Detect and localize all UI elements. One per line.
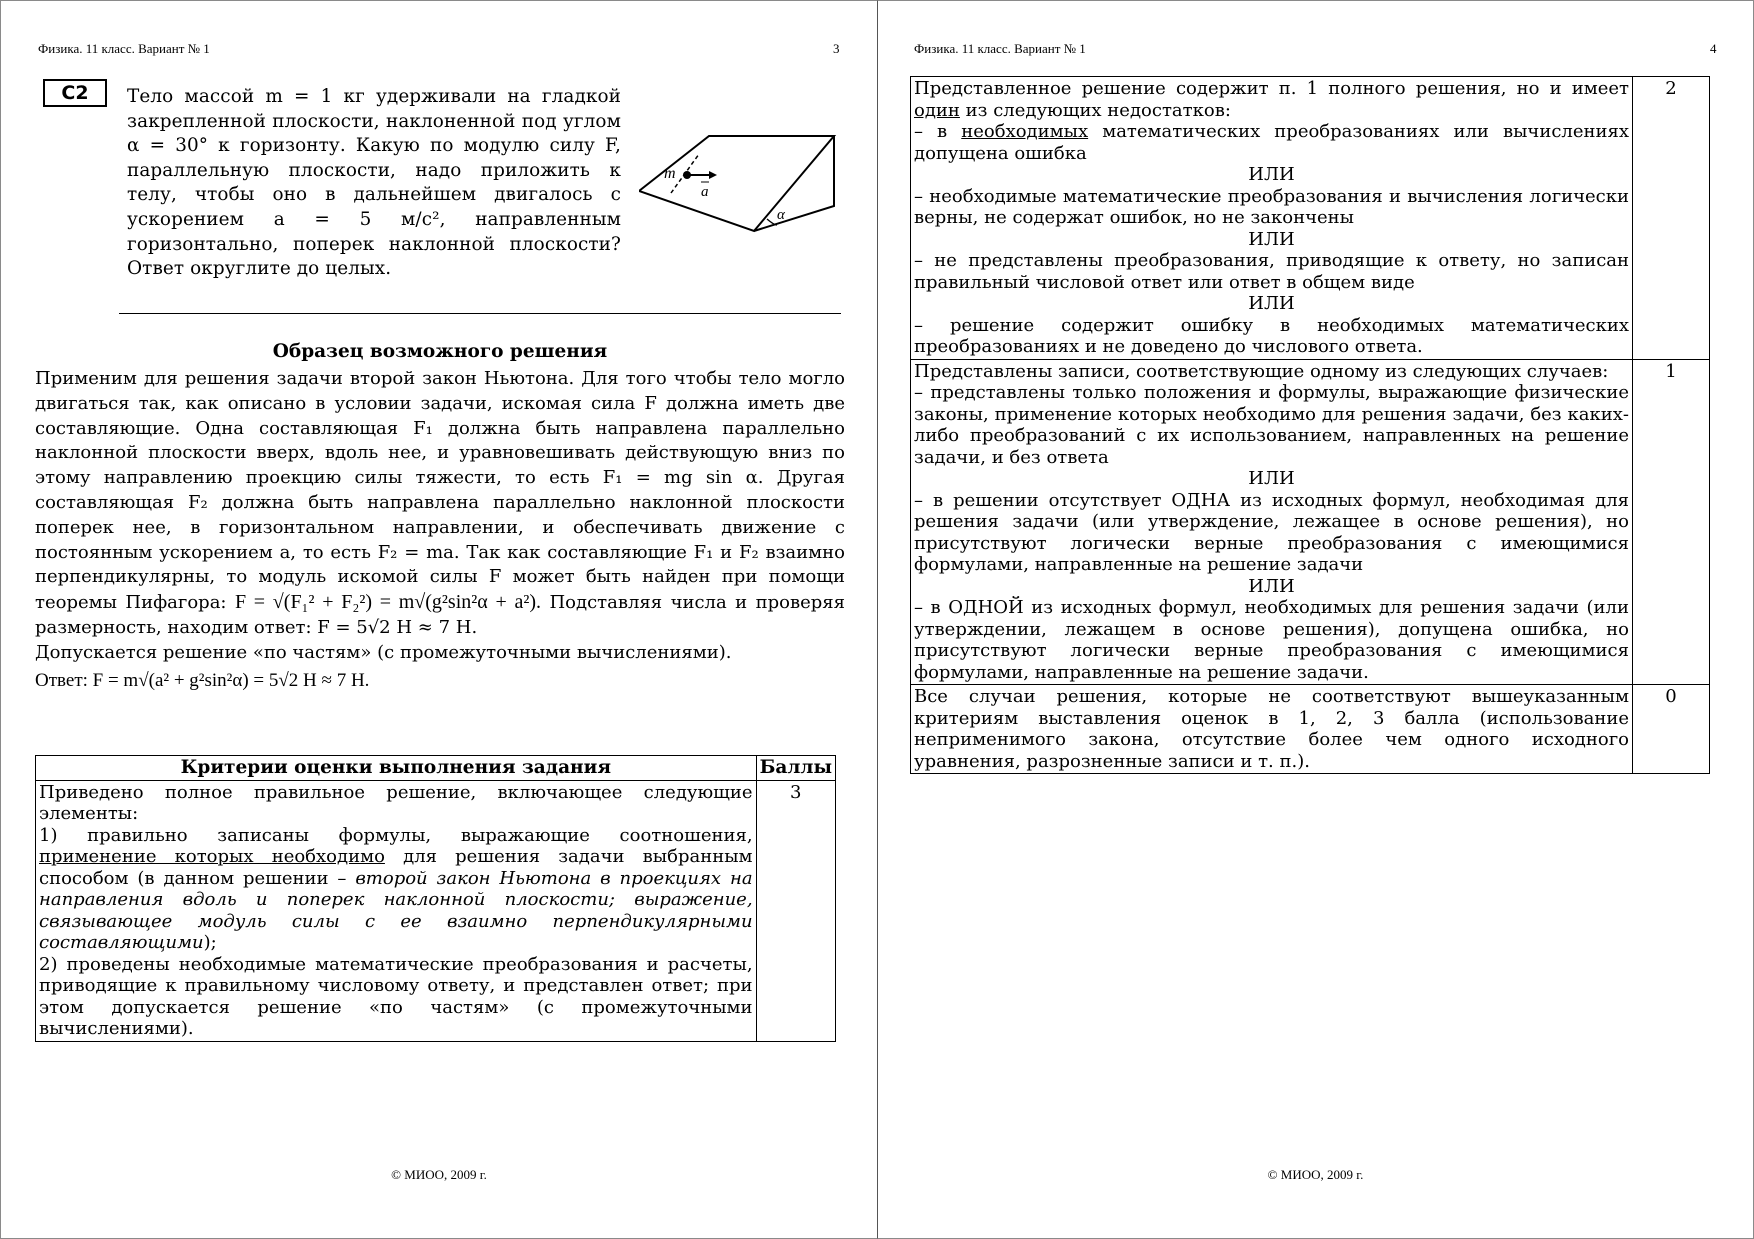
table-row	[911, 685, 1710, 774]
angle-arc	[767, 219, 777, 225]
page-number: 4	[1710, 41, 1717, 56]
page-number: 3	[833, 41, 840, 56]
or-separator: ИЛИ	[1248, 228, 1295, 250]
mass-label: m	[664, 165, 676, 182]
plane-surface	[639, 136, 834, 231]
arrow-head-icon	[709, 171, 717, 179]
table-row	[911, 359, 1710, 685]
separator-line	[119, 313, 841, 314]
or-separator: ИЛИ	[1248, 293, 1295, 314]
solution-paragraph: Применим для решения задачи второй закон Ньютона. Для того чтобы тело могло двигаться так, как описано в условии задачи, искомая сила F должна иметь две составляющие. Одна составляющая F₁ должна быть направлена параллельно наклонной плоскости вверх, вдоль нее, и уравновешивать действующую вниз по этому направлению проекцию силы тяжести, то есть F₁ = mg sin α. Другая составляющая F₂ должна быть направлена параллельно наклонной плоскости поперек нее, в горизонтальном направлении, и обеспечивать движение с постоянным ускорением a, то есть F₂ = ma. Так как составляющие F₁ и F₂ взаимно перпендикулярны, то модуль искомой силы F может быть найден при помощи теоремы Пифагора: F = √(F₁² + F₂²) = m√(g²sin²α + a²). Подставляя числа и проверяя размерность, находим ответ: F = 5√2 Н ≈ 7 Н.	[35, 368, 845, 638]
accel-label: a	[701, 184, 709, 200]
problem-text: Тело массой m = 1 кг удерживали на гладкой закрепленной плоскости, наклоненной под углом α = 30° к горизонту. Какую по модулю силу F, параллельную плоскости, надо приложить к телу, чтобы оно в дальнейшем двигалось с ускорением a = 5 м/с², направленным горизонтально, поперек наклонной плоскости? Ответ округлите до целых.	[127, 86, 621, 280]
score-cell: 3	[756, 780, 835, 1041]
page-header: Физика. 11 класс. Вариант № 1	[914, 41, 1086, 56]
criteria-cell: Приведено полное правильное решение, включающее следующие элементы: 1) правильно записаны формулы, выражающие соотношения, применение которых необходимо для решения задачи выбранным способом (в данном решении – второй закон Ньютона в проекциях на направления вдоль и поперек наклонной плоскости; выражение, связывающее модуль силы с ее взаимно перпендикулярными составляющими); 2) проведены необходимые математические преобразования и расчеты, приводящие к правильному числовому ответу, и представлен ответ; при этом допускается решение «по частям» (с промежуточными вычислениями).	[36, 780, 757, 1041]
criteria-header: Критерии оценки выполнения задания	[36, 756, 757, 781]
solution-text	[35, 367, 845, 693]
criteria-cell: Представленное решение содержит п. 1 полного решения, но и имеет один из следующих недостатков: – в необходимых математических преобразованиях или вычислениях допущена ошибка ИЛИ – необходимые математические преобразования и вычисления логически верны, не содержат ошибок, но не закончены ИЛИ – не представлены преобразования, приводящие к ответу, но записан правильный числовой ответ или ответ в общем виде ИЛИ – решение содержит ошибку в необходимых математических преобразованиях и не доведено до числового ответа.	[911, 77, 1633, 360]
or-separator: ИЛИ	[1248, 164, 1295, 185]
answer-found: находим ответ: F = 5√2 Н ≈ 7 Н.	[167, 616, 478, 638]
score-cell: 1	[1633, 359, 1710, 685]
task-label: С2	[43, 79, 107, 107]
points-header: Баллы	[756, 756, 835, 781]
criteria-table-continued	[910, 76, 1710, 774]
criteria-cell: Представлены записи, соответствующие одному из следующих случаев: – представлены только положения и формулы, выражающие физические законы, применение которых необходимо для решения задачи, без каких-либо преобразований с их использованием, направленных на решение задачи, и без ответа ИЛИ – в решении отсутствует ОДНА из исходных формул, необходимая для решения задачи (или утверждение, лежащее в основе решения), но присутствуют логически верные преобразования с имеющимися формулами, направленные на решение задачи ИЛИ – в ОДНОЙ из исходных формул, необходимых для решения задачи (или утверждении, лежащем в основе решения), допущена ошибка, но присутствуют логически верные преобразования с имеющимися формулами, направленные на решение задачи.	[911, 359, 1633, 685]
parts-allowed: Допускается решение «по частям» (с промежуточными вычислениями).	[35, 641, 732, 663]
page-header: Физика. 11 класс. Вариант № 1	[38, 41, 210, 56]
or-separator: ИЛИ	[1248, 575, 1295, 597]
pythagoras-formula: F = √(F₁² + F₂²) = m√(g²sin²α + a²).	[234, 591, 541, 614]
score-cell: 2	[1633, 77, 1710, 360]
table-header-row	[36, 756, 836, 781]
criteria-cell: Все случаи решения, которые не соответствуют вышеуказанным критериям выставления оценок в 1, 2, 3 балла (использование неприменимого закона, отсутствие более чем одного исходного уравнения, разрозненные записи и т. п.).	[911, 685, 1633, 774]
score-cell: 0	[1633, 685, 1710, 774]
angle-label: α	[777, 207, 785, 223]
table-row	[36, 780, 836, 1041]
or-separator: ИЛИ	[1248, 468, 1295, 489]
page-footer: © МИОО, 2009 г.	[1267, 1167, 1364, 1182]
page-footer: © МИОО, 2009 г.	[391, 1167, 487, 1182]
sample-solution-title: Образец возможного решения	[272, 341, 608, 362]
final-answer: Ответ: F = m√(a² + g²sin²α) = 5√2 Н ≈ 7 Н.	[35, 669, 370, 691]
inclined-plane-diagram	[639, 119, 849, 259]
criteria-table	[35, 755, 836, 1042]
table-row	[911, 77, 1710, 360]
